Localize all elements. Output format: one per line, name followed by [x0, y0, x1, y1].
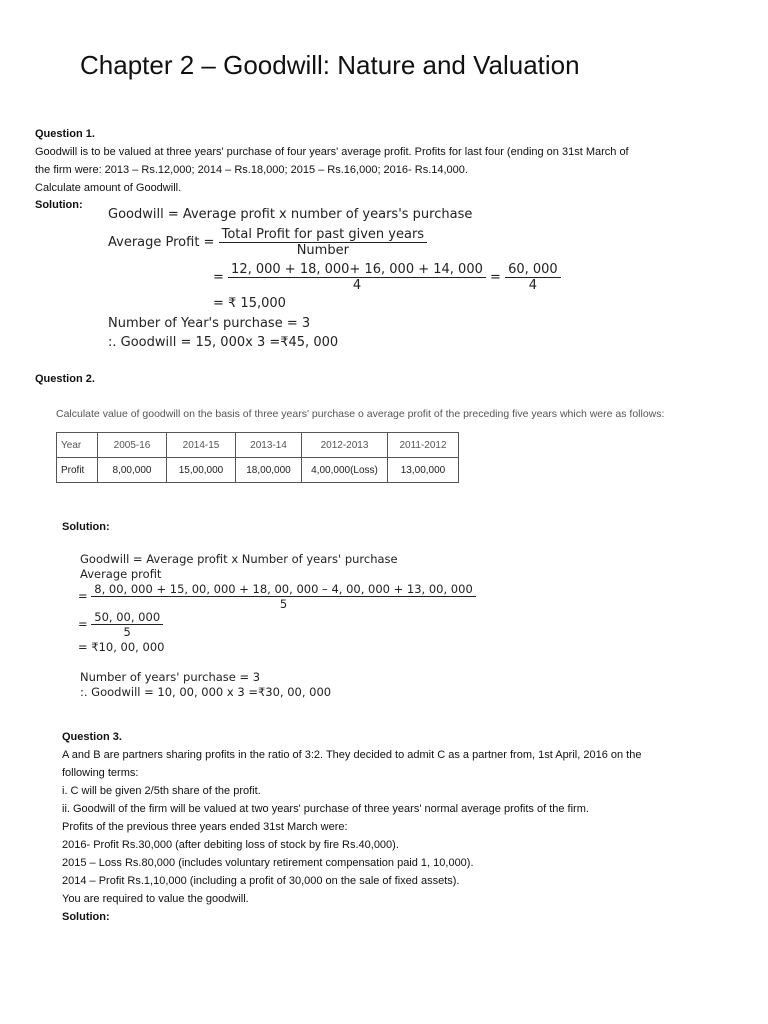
question-3-line: You are required to value the goodwill.	[62, 893, 249, 905]
table-cell: 15,00,000	[167, 458, 236, 483]
solution-2-total	[78, 610, 163, 639]
table-header-row	[57, 433, 459, 458]
total-fraction	[505, 262, 561, 293]
fraction-numerator: 8, 00, 000 + 15, 00, 000 + 18, 00, 000 – 4, 00, 000 + 13, 00, 000	[91, 582, 475, 597]
solution-1-sum	[213, 262, 561, 293]
solution-2-label: Solution:	[62, 521, 110, 533]
table-cell: Profit	[57, 458, 98, 483]
question-3	[62, 728, 712, 926]
question-3-line: following terms:	[62, 767, 139, 779]
solution-2-result: = ₹10, 00, 000	[78, 640, 165, 654]
question-3-line: Profits of the previous three years ended 31st March were:	[62, 821, 348, 833]
table-cell: 8,00,000	[98, 458, 167, 483]
question-1-line: the firm were: 2013 – Rs.12,000; 2014 – Rs.18,000; 2015 – Rs.16,000; 2016- Rs.14,000.	[35, 164, 468, 176]
fraction-numerator: Total Profit for past given years	[219, 227, 427, 243]
average-fraction	[219, 227, 427, 258]
average-label: Average Profit =	[108, 235, 215, 250]
solution-1-goodwill: :. Goodwill = 15, 000x 3 =₹45, 000	[108, 335, 339, 350]
solution-2-average-label: Average profit	[80, 567, 162, 581]
fraction-denominator: 4	[528, 278, 538, 293]
question-1	[35, 125, 735, 197]
table-header-cell: 2011-2012	[388, 433, 459, 458]
question-3-line: A and B are partners sharing profits in the ratio of 3:2. They decided to admit C as a partner from, 1st April, 2016 on the	[62, 749, 642, 761]
question-1-line: Calculate amount of Goodwill.	[35, 182, 182, 194]
solution-1-years: Number of Year's purchase = 3	[108, 316, 311, 331]
solution-2-formula: Goodwill = Average profit x Number of years' purchase	[80, 552, 398, 566]
question-1-line: Goodwill is to be valued at three years' purchase of four years' average profit. Profits for last four (ending on 31st March of	[35, 146, 629, 158]
fraction-numerator: 50, 00, 000	[91, 610, 163, 625]
total-fraction	[91, 610, 163, 639]
table-cell: 4,00,000(Loss)	[302, 458, 388, 483]
sum-fraction	[91, 582, 475, 611]
equals-sign: =	[490, 270, 501, 285]
equals-sign: =	[78, 589, 88, 603]
question-3-line: ii. Goodwill of the firm will be valued at two years' purchase of three years' normal average profits of the firm.	[62, 803, 589, 815]
profit-table	[56, 432, 459, 483]
question-3-line: 2016- Profit Rs.30,000 (after debiting loss of stock by fire Rs.40,000).	[62, 839, 399, 851]
question-3-heading: Question 3.	[62, 731, 122, 743]
fraction-numerator: 60, 000	[505, 262, 561, 278]
table-header-cell: 2005-16	[98, 433, 167, 458]
table-header-cell: 2013-14	[236, 433, 302, 458]
solution-2-goodwill: :. Goodwill = 10, 00, 000 x 3 =₹30, 00, 000	[80, 685, 332, 699]
solution-2-years: Number of years' purchase = 3	[80, 670, 261, 684]
page-title: Chapter 2 – Goodwill: Nature and Valuation	[80, 50, 580, 80]
solution-1-result: = ₹ 15,000	[213, 296, 286, 311]
fraction-denominator: 5	[123, 625, 131, 639]
fraction-denominator: 4	[352, 278, 362, 293]
equals-sign: =	[213, 270, 224, 285]
question-2-heading: Question 2.	[35, 373, 95, 385]
question-3-line: i. C will be given 2/5th share of the profit.	[62, 785, 261, 797]
solution-2-sum	[78, 582, 476, 611]
question-2-intro: Calculate value of goodwill on the basis of three years' purchase o average profit of the preceding five years which were as follows:	[56, 408, 665, 420]
table-header-cell: 2012-2013	[302, 433, 388, 458]
fraction-numerator: 12, 000 + 18, 000+ 16, 000 + 14, 000	[228, 262, 486, 278]
question-3-line: 2014 – Profit Rs.1,10,000 (including a profit of 30,000 on the sale of fixed assets).	[62, 875, 460, 887]
question-3-line: 2015 – Loss Rs.80,000 (includes voluntary retirement compensation paid 1, 10,000).	[62, 857, 474, 869]
question-1-heading: Question 1.	[35, 128, 95, 140]
table-header-cell: 2014-15	[167, 433, 236, 458]
solution-3-label: Solution:	[62, 911, 110, 923]
solution-1-formula: Goodwill = Average profit x number of years's purchase	[108, 207, 473, 222]
table-header-cell: Year	[57, 433, 98, 458]
equals-sign: =	[78, 617, 88, 631]
solution-1-average	[108, 227, 427, 258]
fraction-denominator: Number	[296, 243, 349, 258]
table-row	[57, 458, 459, 483]
fraction-denominator: 5	[279, 597, 288, 611]
solution-1-label: Solution:	[35, 199, 83, 211]
sum-fraction	[228, 262, 486, 293]
table-cell: 13,00,000	[388, 458, 459, 483]
table-cell: 18,00,000	[236, 458, 302, 483]
